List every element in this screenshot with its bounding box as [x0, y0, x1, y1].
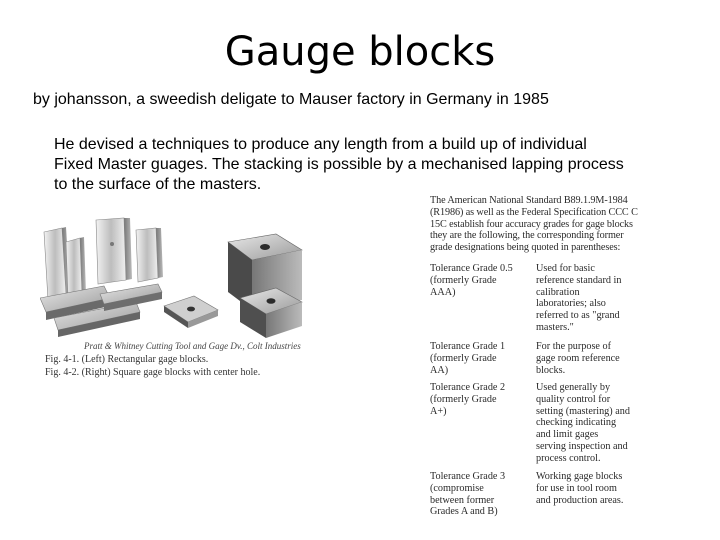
figure-credit: Pratt & Whitney Cutting Tool and Gage Dv., Colt Industries — [84, 341, 301, 351]
grade-description: Used generally by quality control for setting (mastering) and checking indicating and limit gages serving inspection and process control. — [536, 382, 630, 464]
standing-block-2 — [66, 237, 86, 298]
grade-description: For the purpose of gage room reference blocks. — [536, 341, 620, 376]
standing-block-4 — [136, 228, 163, 282]
grade-description: Working gage blocks for use in tool room and production areas. — [536, 471, 624, 506]
square-block-thin — [164, 296, 218, 328]
slide-title: Gauge blocks — [224, 29, 496, 75]
slide-subtitle: by johansson, a sweedish deligate to Mauser factory in Germany in 1985 — [33, 91, 549, 108]
grade-name: Tolerance Grade 1 (formerly Grade AA) — [430, 341, 506, 376]
figure-caption-2: Fig. 4-2. (Right) Square gage blocks with center hole. — [45, 367, 261, 378]
grade-name: Tolerance Grade 2 (formerly Grade A+) — [430, 382, 506, 417]
grade-name: Tolerance Grade 3 (compromise between former Grades A and B) — [430, 471, 506, 518]
figure-caption-1: Fig. 4-1. (Left) Rectangular gage blocks. — [45, 354, 209, 365]
standing-block-1 — [44, 227, 70, 300]
standard-intro-text: The American National Standard B89.1.9M-1984 (R1986) as well as the Federal Specification CCC C 15C establish four accuracy grades for gage blocks they are the following, the corresponding former grade designations being quoted in parentheses: — [430, 195, 638, 254]
tolerance-grades-excerpt — [430, 195, 720, 525]
slide-body-text: He devised a techniques to produce any length from a build up of individual Fixed Master guages. The stacking is possible by a mechanised lapping process to the surface of the masters. — [54, 136, 624, 193]
grade-name: Tolerance Grade 0.5 (formerly Grade AAA) — [430, 263, 513, 298]
grade-description: Used for basic reference standard in calibration laboratories; also referred to as "grand masters." — [536, 263, 622, 333]
standing-block-3 — [96, 218, 132, 284]
